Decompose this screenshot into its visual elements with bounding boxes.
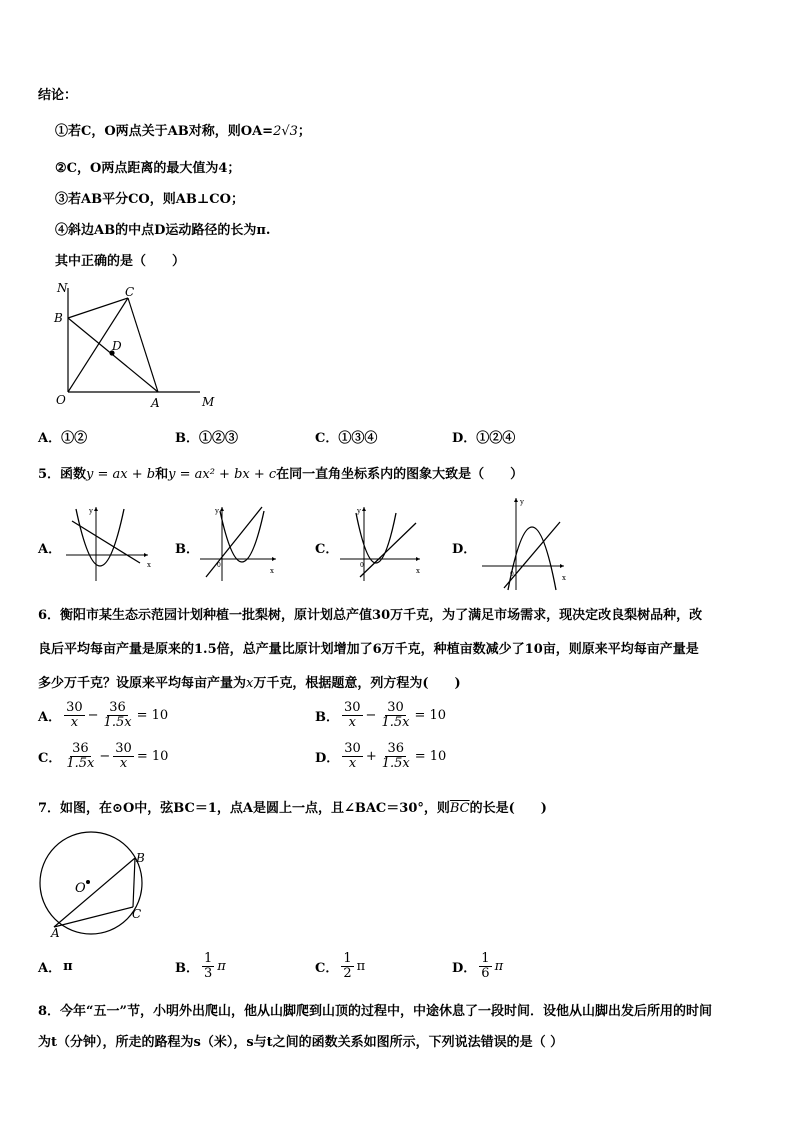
q7-b-num: 1 bbox=[204, 951, 213, 966]
q6-variable: x bbox=[246, 676, 254, 691]
q6-option-d[interactable] bbox=[315, 742, 446, 772]
q6-option-b[interactable] bbox=[315, 701, 446, 731]
q5-a-x-label: x bbox=[147, 561, 151, 569]
q6-c-den2: x bbox=[119, 756, 128, 772]
q4-option-b-text: ①②③ bbox=[199, 431, 239, 446]
q7-d-den: 6 bbox=[481, 966, 490, 982]
q5-option-d-label[interactable]: D． bbox=[452, 542, 477, 557]
q7-b-pi: π bbox=[217, 959, 226, 975]
label-D: D bbox=[112, 339, 122, 353]
center-O bbox=[86, 880, 90, 884]
q7-c-pi: π bbox=[356, 959, 366, 975]
circle-O bbox=[40, 832, 142, 934]
q7-d-pi: π bbox=[494, 959, 504, 975]
q7-c-num: 1 bbox=[343, 951, 352, 966]
q8-line-1: 8．今年“五一”节，小明外出爬山，他从山脚爬到山顶的过程中，中途休息了一段时间．设他从山脚出发后所用的时间 bbox=[38, 1004, 713, 1019]
q6-b-num2: 30 bbox=[387, 700, 404, 715]
q7-option-d[interactable] bbox=[452, 952, 503, 982]
q7-figure bbox=[36, 830, 156, 940]
q5-option-a-label[interactable]: A． bbox=[38, 542, 62, 557]
q4-option-d-text: ①②④ bbox=[476, 431, 516, 446]
segment-CA bbox=[128, 298, 158, 392]
q7-c-den: 2 bbox=[343, 966, 352, 982]
q6-d-op: + bbox=[365, 749, 377, 765]
q7-b-den: 3 bbox=[204, 966, 213, 982]
q5-graph-b bbox=[196, 503, 286, 583]
conclusion-heading: 结论： bbox=[38, 88, 78, 103]
q5-graph-a bbox=[62, 503, 152, 583]
q6-a-num2: 36 bbox=[109, 700, 126, 715]
q6-c-rhs: = 10 bbox=[136, 749, 169, 765]
chord-BC bbox=[133, 858, 135, 907]
q6-option-c[interactable] bbox=[38, 742, 168, 772]
q5-d-x-label: x bbox=[562, 574, 566, 582]
q6-d-rhs: = 10 bbox=[414, 749, 447, 765]
q6-line-3-end: 万千克，根据题意，列方程为( ) bbox=[253, 676, 461, 691]
q6-option-a-label: A． bbox=[38, 710, 62, 726]
q5-suffix: 在同一直角坐标系内的图象大致是（ ） bbox=[276, 467, 524, 482]
q6-a-op: − bbox=[87, 708, 99, 724]
q5-graph-d bbox=[478, 494, 570, 594]
q7-option-a-label: A． bbox=[38, 961, 62, 976]
q7-question bbox=[38, 797, 547, 816]
q6-d-num1: 30 bbox=[344, 741, 361, 756]
label-N: N bbox=[57, 281, 68, 295]
q6-c-num1: 36 bbox=[72, 741, 89, 756]
q5-option-c-label[interactable]: C． bbox=[315, 542, 339, 557]
q5-prefix: 5．函数 bbox=[38, 467, 87, 482]
label-B: B bbox=[54, 311, 63, 325]
q6-option-b-label: B． bbox=[315, 710, 339, 726]
q7-text: 7．如图，在⊙O中，弦BC＝1，点A是圆上一点，且∠BAC＝30°，则 bbox=[38, 801, 450, 816]
q5-option-b-label[interactable]: B． bbox=[175, 542, 199, 557]
label-q7-O: O bbox=[75, 881, 86, 896]
segment-BC bbox=[68, 298, 128, 318]
label-C: C bbox=[125, 285, 135, 299]
q6-option-a[interactable] bbox=[38, 701, 168, 731]
label-q7-B: B bbox=[136, 851, 145, 865]
q5-b-origin: 0 bbox=[217, 562, 221, 569]
q5-d-origin: 0 bbox=[510, 571, 514, 578]
q5-c-x-label: x bbox=[416, 567, 420, 575]
q5-a-y-label: y bbox=[89, 507, 93, 515]
q7-option-b-label: B． bbox=[175, 961, 199, 977]
q6-b-den1: x bbox=[348, 715, 356, 731]
q4-option-a[interactable] bbox=[38, 427, 87, 446]
q6-a-den1: x bbox=[70, 715, 79, 731]
q5-d-y-label: y bbox=[520, 498, 524, 506]
q6-d-den1: x bbox=[348, 756, 357, 772]
label-q7-A: A bbox=[51, 926, 60, 940]
q5-and: 和 bbox=[155, 467, 169, 482]
q5-formula-quadratic: y = ax² + bx + c bbox=[168, 467, 277, 482]
q6-line-2: 良后平均每亩产量是原来的1.5倍，总产量比原计划增加了6万千克，种植亩数减少了10亩，则原来平均每亩产量是 bbox=[38, 642, 699, 657]
q4-option-c[interactable] bbox=[315, 427, 377, 446]
q6-a-den2: 1.5x bbox=[103, 715, 132, 731]
q7-option-b[interactable] bbox=[175, 952, 226, 982]
q5-graph-c bbox=[336, 503, 426, 583]
q6-option-d-label: D． bbox=[315, 751, 340, 767]
q4-option-d[interactable] bbox=[452, 427, 515, 446]
label-O: O bbox=[56, 393, 66, 407]
q6-c-op: − bbox=[99, 749, 111, 765]
q6-line-1: 6．衡阳市某生态示范园计划种植一批梨树，原计划总产值30万千克，为了满足市场需求，现决定改良梨树品种，改 bbox=[38, 608, 703, 623]
q6-c-num2: 30 bbox=[115, 741, 132, 756]
q6-b-num1: 30 bbox=[344, 700, 361, 715]
q6-line-3-text: 多少万千克？设原来平均每亩产量为 bbox=[38, 676, 247, 691]
q5-question bbox=[38, 463, 523, 482]
q7-option-c[interactable] bbox=[315, 952, 365, 982]
q6-d-den2: 1.5x bbox=[381, 756, 410, 772]
q4-option-a-text: ①② bbox=[61, 431, 88, 446]
label-q7-C: C bbox=[132, 907, 142, 921]
q4-option-a-label: A． bbox=[38, 431, 62, 446]
conclusion-1 bbox=[55, 120, 311, 139]
q6-d-num2: 36 bbox=[387, 741, 405, 756]
q5-b-x-label: x bbox=[270, 567, 274, 575]
q6-b-op: − bbox=[365, 708, 377, 724]
q6-a-rhs: = 10 bbox=[136, 708, 169, 724]
q5-c-y-label: y bbox=[357, 507, 361, 515]
q5-c-origin: 0 bbox=[360, 562, 364, 569]
q5-b-y-label: y bbox=[215, 507, 219, 515]
conclusion-2: ②C，O两点距离的最大值为4； bbox=[55, 161, 241, 176]
label-A: A bbox=[151, 396, 160, 410]
q4-option-c-label: C． bbox=[315, 431, 339, 446]
q4-question: 其中正确的是（ ） bbox=[55, 254, 186, 269]
q7-option-d-label: D． bbox=[452, 961, 477, 977]
q4-option-b-label: B． bbox=[175, 431, 199, 446]
q6-line-3 bbox=[38, 672, 461, 691]
q4-option-c-text: ①③④ bbox=[338, 431, 378, 446]
q6-b-rhs: = 10 bbox=[414, 708, 447, 724]
q5-formula-linear: y = ax + b bbox=[86, 467, 156, 482]
q6-b-den2: 1.5x bbox=[381, 715, 410, 731]
q8-line-2: 为t（分钟），所走的路程为s（米），s与t之间的函数关系如图所示，下列说法错误的是（ ） bbox=[38, 1035, 564, 1050]
q7-d-num: 1 bbox=[481, 951, 490, 966]
conclusion-1-value: 2√3 bbox=[273, 124, 298, 139]
q7-option-a-value: π bbox=[63, 959, 73, 974]
label-M: M bbox=[202, 395, 215, 409]
q6-option-c-label: C． bbox=[38, 751, 62, 767]
conclusion-1-end: ； bbox=[297, 124, 311, 139]
q6-a-num1: 30 bbox=[66, 700, 83, 715]
conclusion-1-text: ①若C，O两点关于AB对称，则OA= bbox=[55, 124, 274, 139]
q7-option-a[interactable] bbox=[38, 957, 73, 976]
q4-option-b[interactable] bbox=[175, 427, 238, 446]
q6-c-den1: 1.5x bbox=[66, 756, 95, 772]
q7-end: 的长是( ) bbox=[469, 801, 547, 816]
conclusion-4: ④斜边AB的中点D运动路径的长为π. bbox=[55, 223, 271, 238]
conclusion-3: ③若AB平分CO，则AB⊥CO； bbox=[55, 192, 244, 207]
q4-figure bbox=[50, 280, 230, 410]
q7-arc-bc: $\overline{BC}$ bbox=[449, 801, 470, 816]
q4-option-d-label: D． bbox=[452, 431, 477, 446]
q7-option-c-label: C． bbox=[315, 961, 339, 977]
